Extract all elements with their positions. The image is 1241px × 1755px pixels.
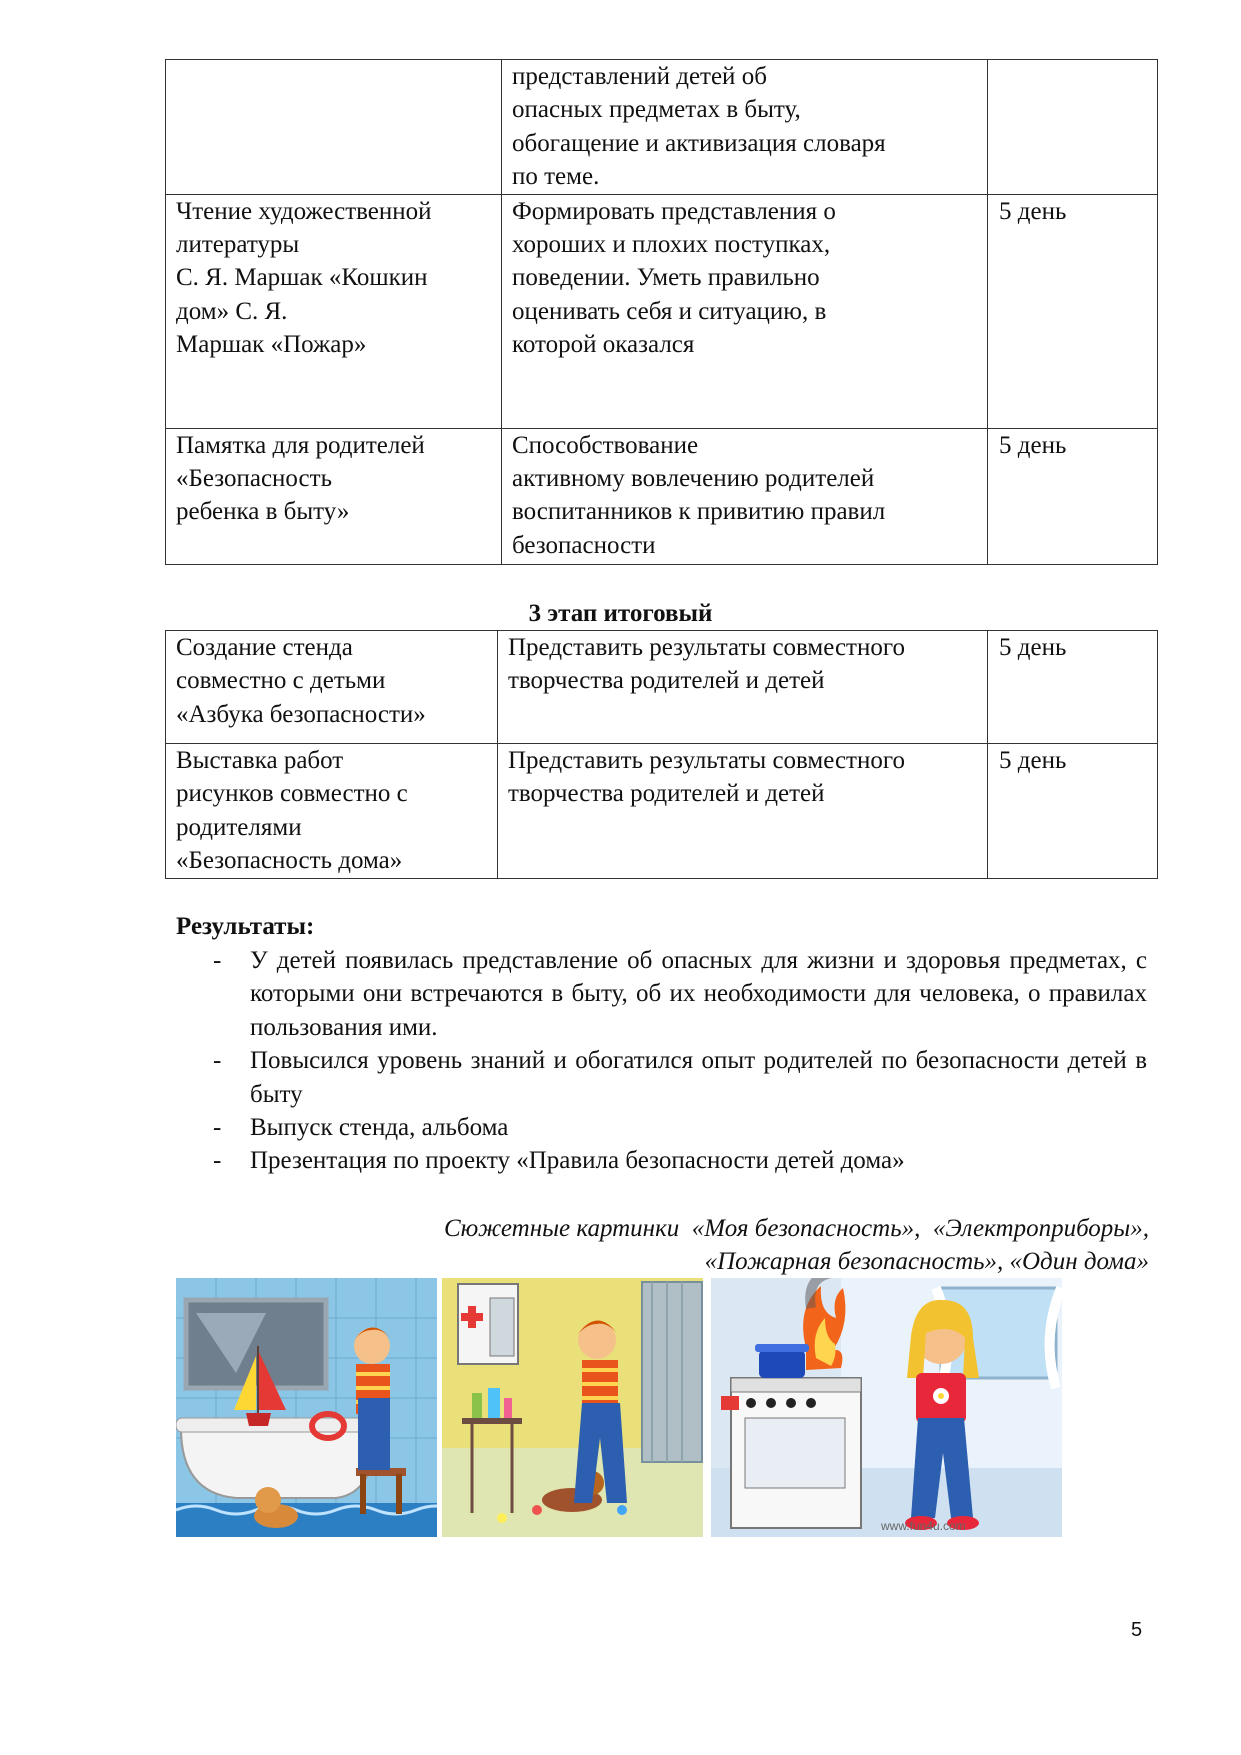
goal-cell: Представить результаты совместного творчества родителей и детей (498, 744, 988, 879)
time-cell (988, 60, 1158, 195)
table-row (166, 631, 1158, 744)
final-stage-table (165, 630, 1158, 879)
event-cell: Создание стенда совместно с детьми «Азбука безопасности» (166, 631, 498, 744)
list-item: - У детей появилась представление об опасных для жизни и здоровья предметах, с которыми они встречаются в быту, об их необходимости для человека, о правилах пользования ими. (213, 947, 1147, 1041)
goal-cell: представлений детей об опасных предметах в быту, обогащение и активизация словаря по теме. (502, 60, 988, 195)
fire-safety-picture (711, 1278, 1062, 1537)
watermark-text: www.fun4u.com (881, 1519, 966, 1533)
table-row (166, 428, 1158, 564)
table-row (166, 744, 1158, 879)
medicine-safety-picture (442, 1278, 703, 1537)
time-cell: 5 день (988, 631, 1158, 744)
time-cell: 5 день (988, 194, 1158, 428)
bathroom-safety-picture (176, 1278, 437, 1537)
activities-table (165, 59, 1158, 565)
event-cell: Чтение художественной литературы С. Я. Маршак «Кошкин дом» С. Я. Маршак «Пожар» (166, 194, 502, 428)
list-item: - Повысился уровень знаний и обогатился опыт родителей по безопасности детей в быту (213, 1047, 1147, 1108)
goal-cell: Представить результаты совместного творчества родителей и детей (498, 631, 988, 744)
event-cell: Выставка работ рисунков совместно с родителями «Безопасность дома» (166, 744, 498, 879)
event-cell: Памятка для родителей «Безопасность ребенка в быту» (166, 428, 502, 564)
table-row (166, 60, 1158, 195)
goal-cell: Способствование активному вовлечению родителей воспитанников к привитию правил безопасности (502, 428, 988, 564)
time-cell: 5 день (988, 744, 1158, 879)
page-number: 5 (1131, 1619, 1143, 1641)
time-cell: 5 день (988, 428, 1158, 564)
stage-3-heading: 3 этап итоговый (528, 600, 713, 627)
caption-line-2: «Пожарная безопасность», «Один дома» (704, 1248, 1149, 1276)
list-item: - Презентация по проекту «Правила безопасности детей дома» (213, 1147, 905, 1175)
results-list (210, 944, 1147, 1178)
goal-cell: Формировать представления о хороших и плохих поступках, поведении. Уметь правильно оценивать себя и ситуацию, в которой оказался (502, 194, 988, 428)
caption-line-1: Сюжетные картинки «Моя безопасность», «Электроприборы», (443, 1215, 1149, 1242)
pictures-caption (249, 1212, 1149, 1279)
results-heading: Результаты: (176, 913, 315, 940)
table-row (166, 194, 1158, 428)
event-cell (166, 60, 502, 195)
list-item: - Выпуск стенда, альбома (213, 1114, 509, 1142)
